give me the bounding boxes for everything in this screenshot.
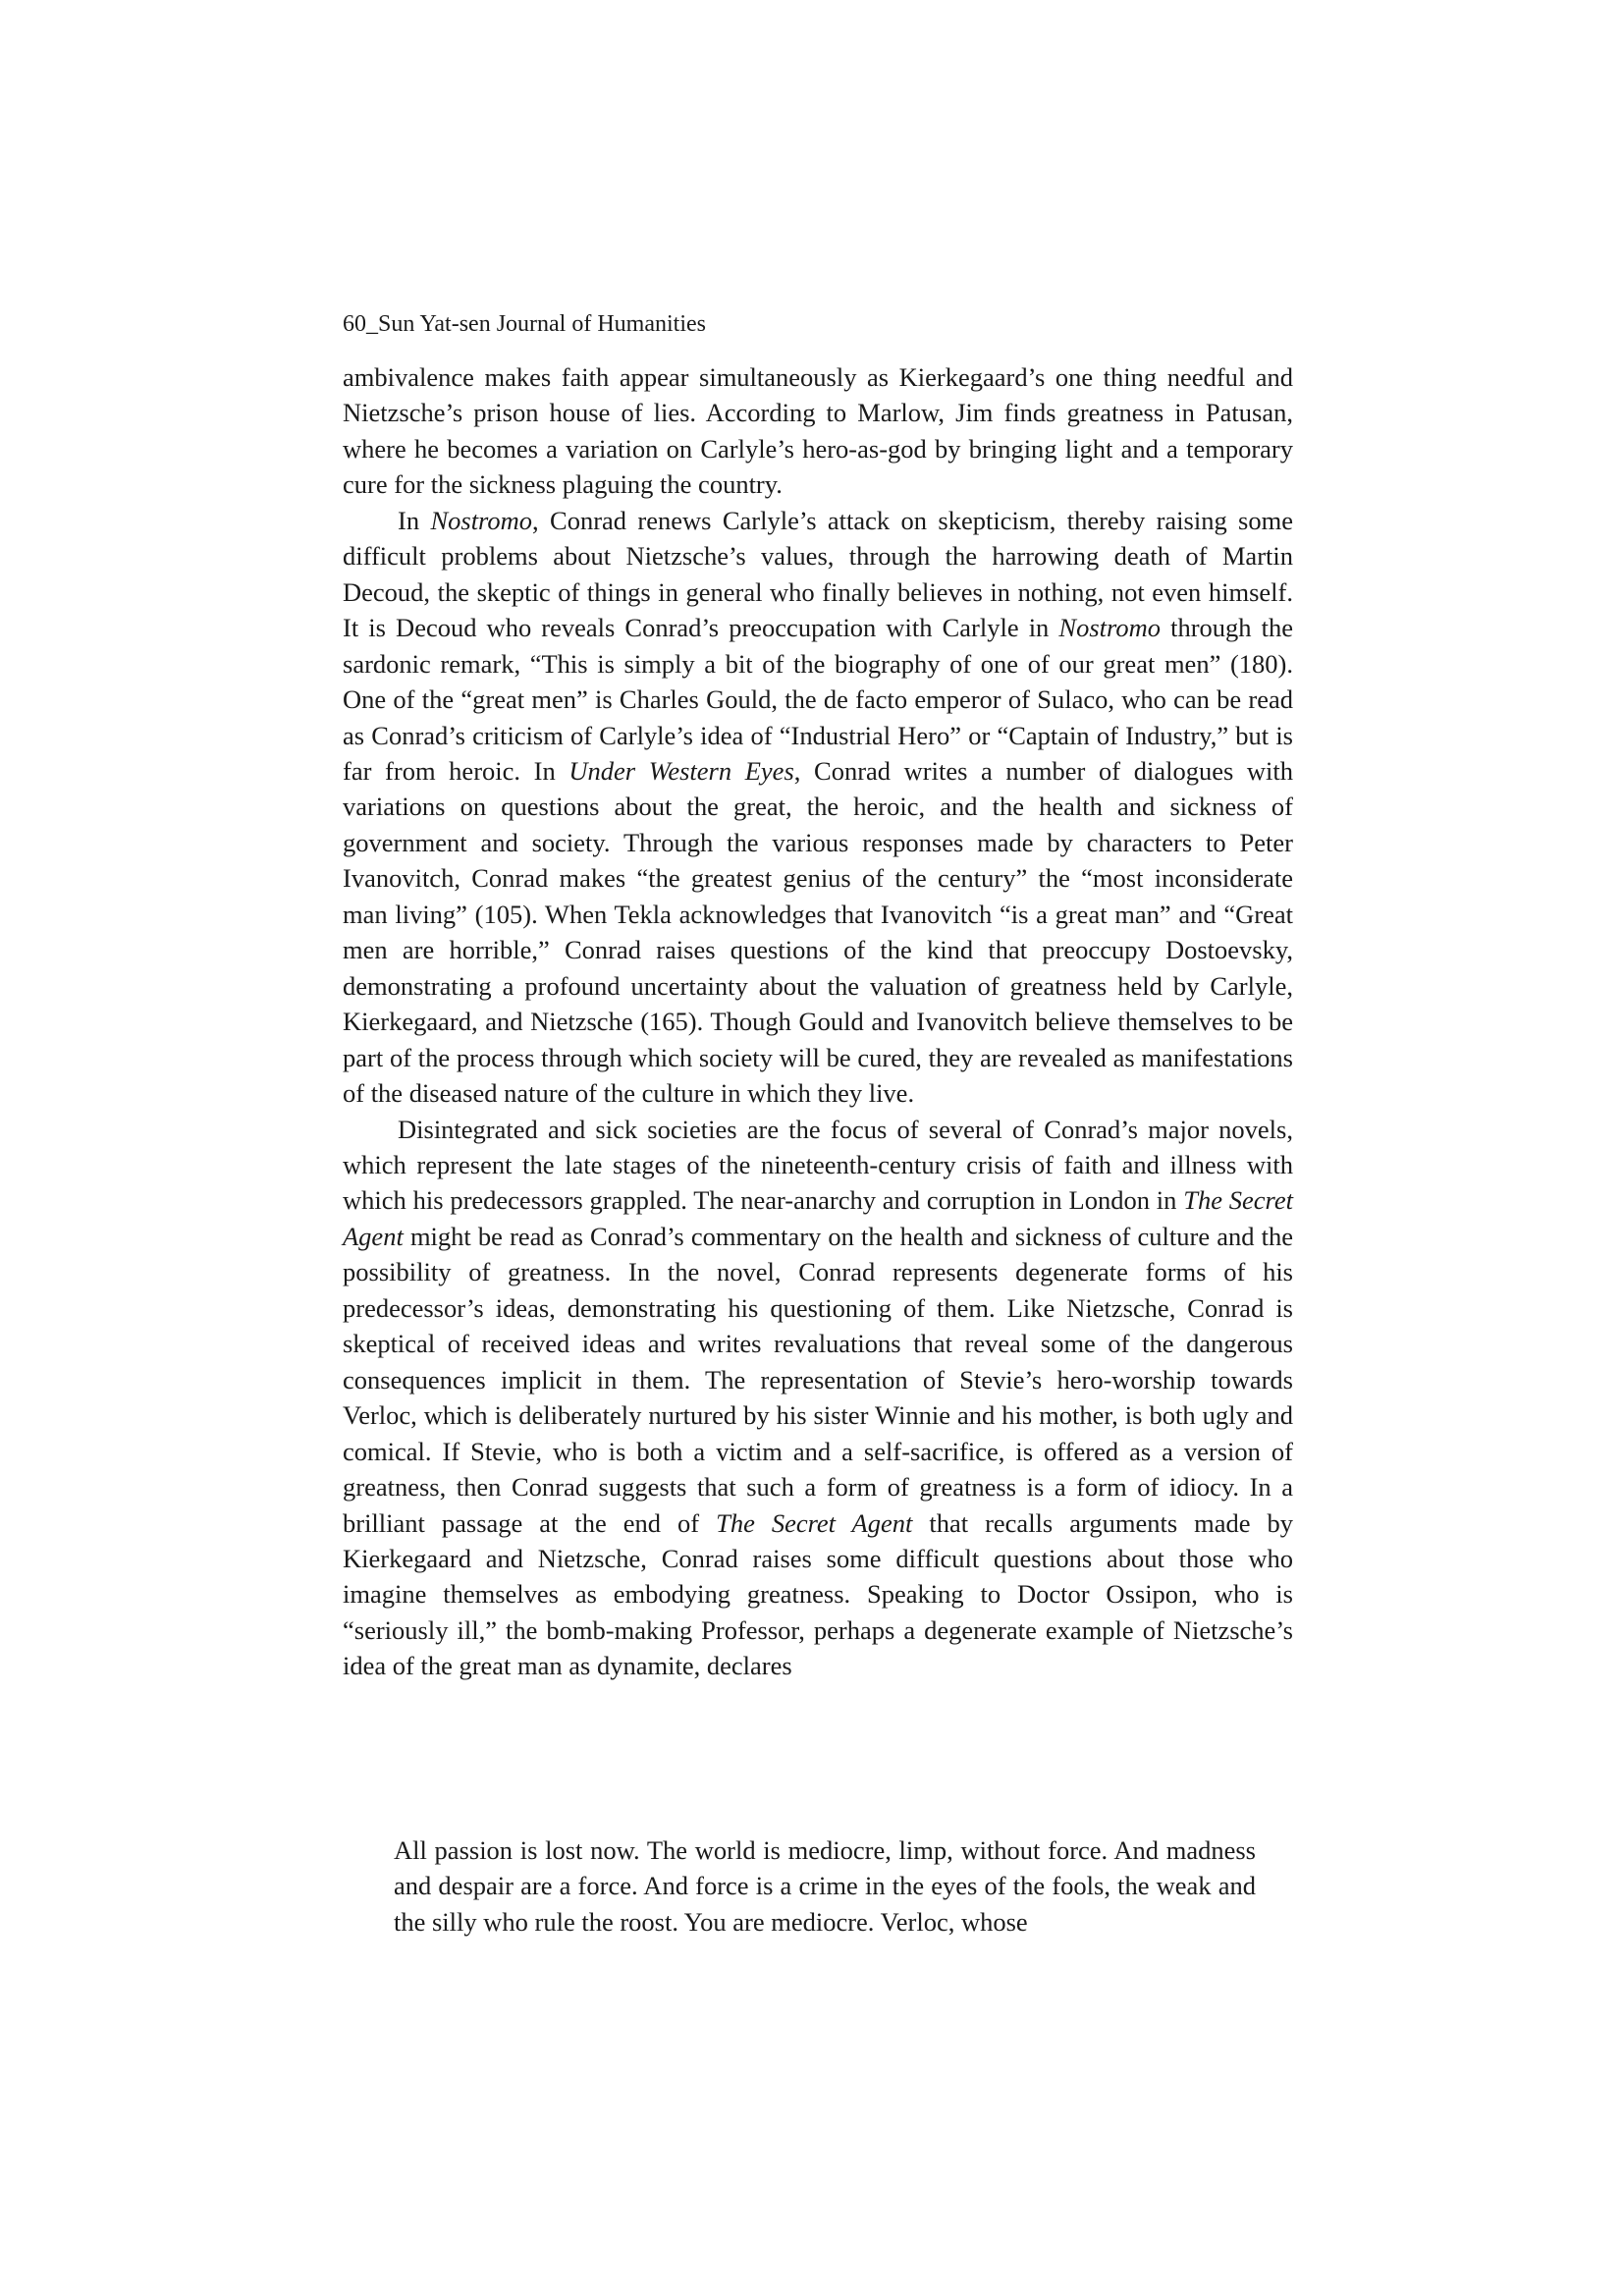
book-title-the-secret-agent: The Secret Agent (343, 1185, 1293, 1251)
paragraph-1 (343, 359, 1293, 503)
paragraph-3 (343, 1112, 1293, 1684)
paragraph-2-text: , Conrad writes a number of dialogues with variations on questions about the great, the heroic, and the health and sickness of government and society. Through the various responses made by characters to Peter Ivanovitch, Conrad makes “the greatest genius of the century” the “most inconsiderate man living” (105). When Tekla acknowledges that Ivanovitch “is a great man” and “Great men are horrible,” Conrad raises questions of the kind that preoccupy Dostoevsky, demonstrating a profound uncertainty about the valuation of greatness held by Carlyle, Kierkegaard, and Nietzsche (165). Though Gould and Ivanovitch believe themselves to be part of the process through which society will be cured, they are revealed as manifestations of the diseased nature of the culture in which they live. (343, 755, 1294, 1109)
paragraph-2-text: , Conrad renews Carlyle’s attack on skepticism, thereby raising some difficult problems about Nietzsche’s values, through the harrowing death of Martin Decoud, the skeptic of things in general who finally believes in nothing, not even himself. It is Decoud who reveals Conrad’s preoccupation with Carlyle in (343, 505, 1293, 643)
paragraph-2 (343, 503, 1293, 1112)
book-title-the-secret-agent: The Secret Agent (716, 1507, 913, 1538)
paragraph-3-text: Disintegrated and sick societies are the focus of several of Conrad’s major novels, which represent the late stages of the nineteenth-century crisis of faith and illness with which his predecessors grappled. The near-anarchy and corruption in London in (343, 1114, 1293, 1216)
book-title-under-western-eyes: Under Western Eyes (568, 755, 794, 786)
running-header: 60_Sun Yat-sen Journal of Humanities (343, 311, 706, 337)
article-body (343, 359, 1293, 1684)
block-quote-text: All passion is lost now. The world is mediocre, limp, without force. And madness and despair are a force. And force is a crime in the eyes of the fools, the weak and the silly who rule the roost. You are mediocre. Verloc, whose (394, 1835, 1256, 1937)
paragraph-2-text: In (398, 505, 431, 535)
book-title-nostromo: Nostromo (430, 505, 533, 535)
paragraph-1-text: ambivalence makes faith appear simultaneously as Kierkegaard’s one thing needful and Nietzsche’s prison house of lies. According to Marlow, Jim finds greatness in Patusan, where he becomes a variation on Carlyle’s hero-as-god by bringing light and a temporary cure for the sickness plaguing the country. (343, 362, 1293, 500)
paragraph-3-text: that recalls arguments made by Kierkegaard and Nietzsche, Conrad raises some difficult questions about those who imagine themselves as embodying greatness. Speaking to Doctor Ossipon, who is “seriously ill,” the bomb-making Professor, perhaps a degenerate example of Nietzsche’s idea of the great man as dynamite, declares (343, 1507, 1293, 1681)
paragraph-2-text: through the sardonic remark, “This is simply a bit of the biography of one of our great men” (180). One of the “great men” is Charles Gould, the de facto emperor of Sulaco, who can be read as Conrad’s criticism of Carlyle’s idea of “Industrial Hero” or “Captain of Industry,” but is far from heroic. In (343, 613, 1294, 786)
block-quote (394, 1832, 1256, 1940)
book-title-nostromo: Nostromo (1058, 613, 1161, 643)
paragraph-3-text: might be read as Conrad’s commentary on the health and sickness of culture and the possibility of greatness. In the novel, Conrad represents degenerate forms of his predecessor’s ideas, demonstrating his questioning of them. Like Nietzsche, Conrad is skeptical of received ideas and writes revaluations that reveal some of the dangerous consequences implicit in them. The representation of Stevie’s hero-worship towards Verloc, which is deliberately nurtured by his sister Winnie and his mother, is both ugly and comical. If Stevie, who is both a victim and a self-sacrifice, is offered as a version of greatness, then Conrad suggests that such a form of greatness is a form of idiocy. In a brilliant passage at the end of (343, 1221, 1293, 1538)
